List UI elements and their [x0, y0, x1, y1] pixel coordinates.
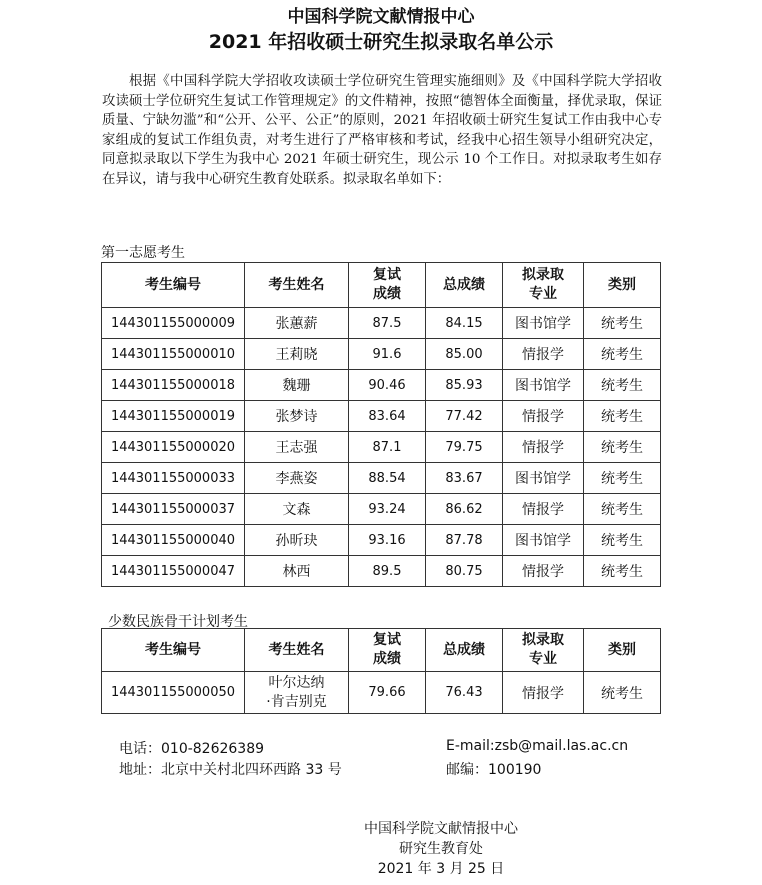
table-header-row — [102, 629, 661, 672]
cell-category: 统考生 — [584, 339, 661, 370]
table-row — [102, 556, 661, 587]
contact-address: 地址：北京中关村北四环西路 33 号 — [119, 762, 342, 778]
table-row — [102, 370, 661, 401]
cell-name: 王莉晓 — [245, 339, 349, 370]
cell-retest: 89.5 — [349, 556, 426, 587]
cell-category: 统考生 — [584, 672, 661, 714]
cell-retest: 79.66 — [349, 672, 426, 714]
table-row — [102, 432, 661, 463]
table-row — [102, 339, 661, 370]
cell-category: 统考生 — [584, 308, 661, 339]
cell-id: 144301155000010 — [102, 339, 245, 370]
col-header-name: 考生姓名 — [245, 629, 349, 672]
cell-major: 图书馆学 — [503, 370, 584, 401]
cell-name: 叶尔达纳 ·肯吉别克 — [245, 672, 349, 714]
footer-signature — [60, 819, 762, 879]
cell-category: 统考生 — [584, 463, 661, 494]
cell-major: 图书馆学 — [503, 525, 584, 556]
cell-id: 144301155000037 — [102, 494, 245, 525]
cell-category: 统考生 — [584, 556, 661, 587]
col-header-retest: 复试 成绩 — [349, 263, 426, 308]
table-row — [102, 308, 661, 339]
cell-major: 情报学 — [503, 339, 584, 370]
table-row — [102, 672, 661, 714]
cell-name: 张梦诗 — [245, 401, 349, 432]
section1-label: 第一志愿考生 — [101, 245, 185, 261]
intro-paragraph: 根据《中国科学院大学招收攻读硕士学位研究生管理实施细则》及《中国科学院大学招收攻读硕士学位研究生复试工作管理规定》的文件精神，按照“德智体全面衡量，择优录取，保证质量、宁缺勿滥”和“公开、公平、公正”的原则，2021 年招收硕士研究生复试工作由我中心专家组成的复试工作组负责，对考生进行了严格审核和考试，经我中心招生领导小组研究决定，同意拟录取以下学生为我中心 2021 年硕士研究生，现公示 10 个工作日。对拟录取考生如存在异议，请与我中心研究生教育处联系。拟录取名单如下： — [102, 74, 662, 187]
cell-retest: 87.1 — [349, 432, 426, 463]
document-title: 2021 年招收硕士研究生拟录取名单公示 — [208, 31, 554, 53]
cell-total: 79.75 — [426, 432, 503, 463]
cell-major: 情报学 — [503, 672, 584, 714]
cell-total: 77.42 — [426, 401, 503, 432]
cell-major: 情报学 — [503, 494, 584, 525]
footer-dept: 研究生教育处 — [399, 841, 483, 857]
cell-major: 图书馆学 — [503, 463, 584, 494]
cell-category: 统考生 — [584, 494, 661, 525]
cell-major: 情报学 — [503, 432, 584, 463]
cell-total: 76.43 — [426, 672, 503, 714]
cell-name: 魏珊 — [245, 370, 349, 401]
col-header-retest: 复试 成绩 — [349, 629, 426, 672]
cell-total: 85.93 — [426, 370, 503, 401]
cell-id: 144301155000019 — [102, 401, 245, 432]
cell-total: 86.62 — [426, 494, 503, 525]
contact-phone: 电话：010-82626389 — [119, 741, 265, 757]
footer-date: 2021 年 3 月 25 日 — [377, 861, 505, 877]
cell-id: 144301155000040 — [102, 525, 245, 556]
col-header-name: 考生姓名 — [245, 263, 349, 308]
cell-name: 文森 — [245, 494, 349, 525]
cell-total: 87.78 — [426, 525, 503, 556]
cell-id: 144301155000018 — [102, 370, 245, 401]
cell-major: 情报学 — [503, 401, 584, 432]
cell-retest: 88.54 — [349, 463, 426, 494]
cell-name: 孙昕玦 — [245, 525, 349, 556]
cell-id: 144301155000050 — [102, 672, 245, 714]
cell-total: 80.75 — [426, 556, 503, 587]
col-header-category: 类别 — [584, 263, 661, 308]
cell-category: 统考生 — [584, 370, 661, 401]
table-row — [102, 525, 661, 556]
cell-category: 统考生 — [584, 525, 661, 556]
cell-total: 85.00 — [426, 339, 503, 370]
cell-retest: 93.24 — [349, 494, 426, 525]
document-title-org: 中国科学院文献情报中心 — [287, 7, 475, 27]
footer-org: 中国科学院文献情报中心 — [364, 821, 518, 837]
cell-retest: 91.6 — [349, 339, 426, 370]
table-header-row — [102, 263, 661, 308]
table-row — [102, 463, 661, 494]
cell-retest: 90.46 — [349, 370, 426, 401]
cell-category: 统考生 — [584, 401, 661, 432]
cell-total: 83.67 — [426, 463, 503, 494]
cell-retest: 93.16 — [349, 525, 426, 556]
cell-retest: 87.5 — [349, 308, 426, 339]
cell-total: 84.15 — [426, 308, 503, 339]
col-header-major: 拟录取 专业 — [503, 629, 584, 672]
section2-label: 少数民族骨干计划考生 — [108, 614, 248, 630]
table-row — [102, 401, 661, 432]
cell-category: 统考生 — [584, 432, 661, 463]
cell-name: 王志强 — [245, 432, 349, 463]
cell-id: 144301155000009 — [102, 308, 245, 339]
col-header-id: 考生编号 — [102, 629, 245, 672]
col-header-total: 总成绩 — [426, 263, 503, 308]
cell-name: 林西 — [245, 556, 349, 587]
cell-id: 144301155000033 — [102, 463, 245, 494]
cell-id: 144301155000047 — [102, 556, 245, 587]
cell-retest: 83.64 — [349, 401, 426, 432]
table-row — [102, 494, 661, 525]
col-header-category: 类别 — [584, 629, 661, 672]
admission-table-first-choice — [101, 262, 661, 587]
contact-postcode: 邮编：100190 — [446, 762, 542, 778]
col-header-id: 考生编号 — [102, 263, 245, 308]
cell-major: 图书馆学 — [503, 308, 584, 339]
cell-name: 张蕙薪 — [245, 308, 349, 339]
cell-name: 李燕姿 — [245, 463, 349, 494]
contact-email: E-mail:zsb@mail.las.ac.cn — [446, 738, 629, 754]
cell-id: 144301155000020 — [102, 432, 245, 463]
col-header-total: 总成绩 — [426, 629, 503, 672]
cell-major: 情报学 — [503, 556, 584, 587]
col-header-major: 拟录取 专业 — [503, 263, 584, 308]
admission-table-minority — [101, 628, 661, 714]
